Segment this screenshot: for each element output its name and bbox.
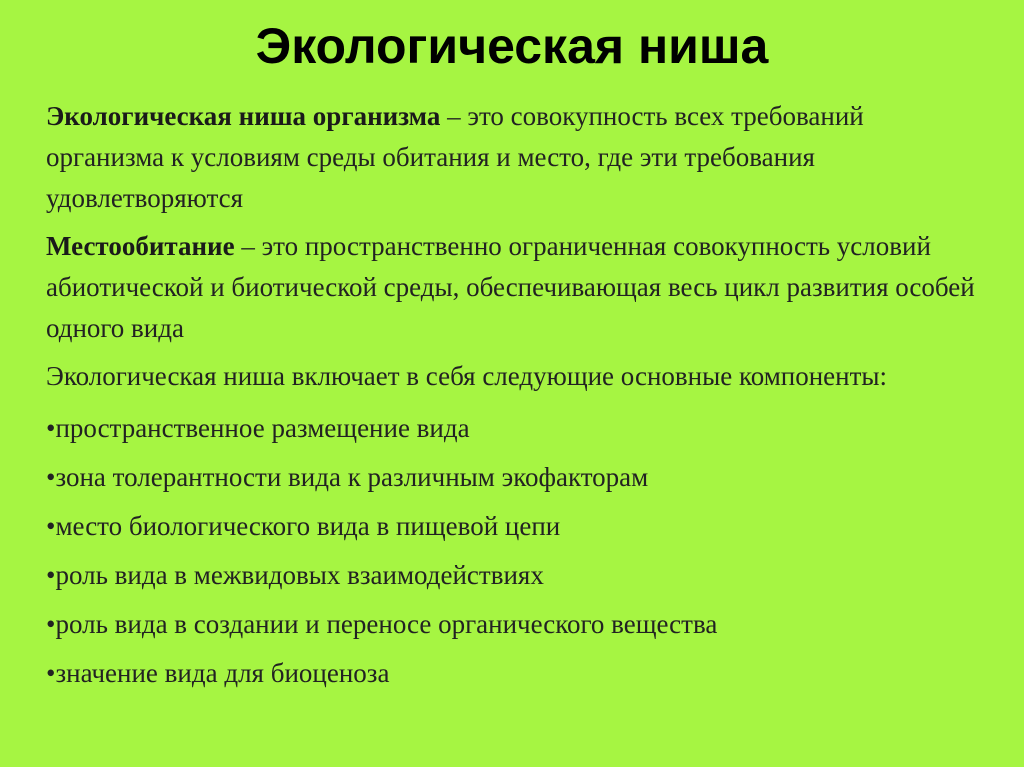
components-list bbox=[46, 404, 986, 698]
bullet-icon: • bbox=[46, 511, 56, 541]
bullet-icon: • bbox=[46, 462, 56, 492]
list-item-text: значение вида для биоценоза bbox=[55, 658, 390, 688]
list-item-text: роль вида в межвидовых взаимодействиях bbox=[55, 560, 544, 590]
definition-niche-text: – это совокупность всех требований организма к условиям среды обитания и место, где эти требования удовлетворяются bbox=[46, 101, 864, 213]
list-item bbox=[46, 600, 986, 649]
slide-title: Экологическая ниша bbox=[255, 18, 769, 74]
list-item bbox=[46, 453, 986, 502]
term-habitat: Местообитание bbox=[46, 231, 235, 261]
bullet-icon: • bbox=[46, 658, 56, 688]
bullet-icon: • bbox=[46, 609, 56, 639]
bullet-icon: • bbox=[46, 560, 56, 590]
list-item bbox=[46, 404, 986, 453]
term-niche: Экологическая ниша организма bbox=[46, 101, 441, 131]
list-item-text: пространственное размещение вида bbox=[55, 413, 470, 443]
definition-niche bbox=[46, 96, 986, 219]
list-item bbox=[46, 551, 986, 600]
list-item-text: место биологического вида в пищевой цепи bbox=[55, 511, 561, 541]
definition-habitat bbox=[46, 226, 986, 349]
components-intro-text: Экологическая ниша включает в себя следующие основные компоненты: bbox=[46, 361, 888, 391]
list-item-text: роль вида в создании и переносе органического вещества bbox=[55, 609, 718, 639]
bullet-icon: • bbox=[46, 413, 56, 443]
list-item bbox=[46, 502, 986, 551]
definition-habitat-text: – это пространственно ограниченная совокупность условий абиотической и биотической среды, обеспечивающая весь цикл развития особей одного вида bbox=[46, 231, 975, 343]
list-item bbox=[46, 649, 986, 698]
slide-content bbox=[46, 96, 986, 698]
list-item-text: зона толерантности вида к различным экофакторам bbox=[55, 462, 649, 492]
components-intro bbox=[46, 356, 986, 397]
